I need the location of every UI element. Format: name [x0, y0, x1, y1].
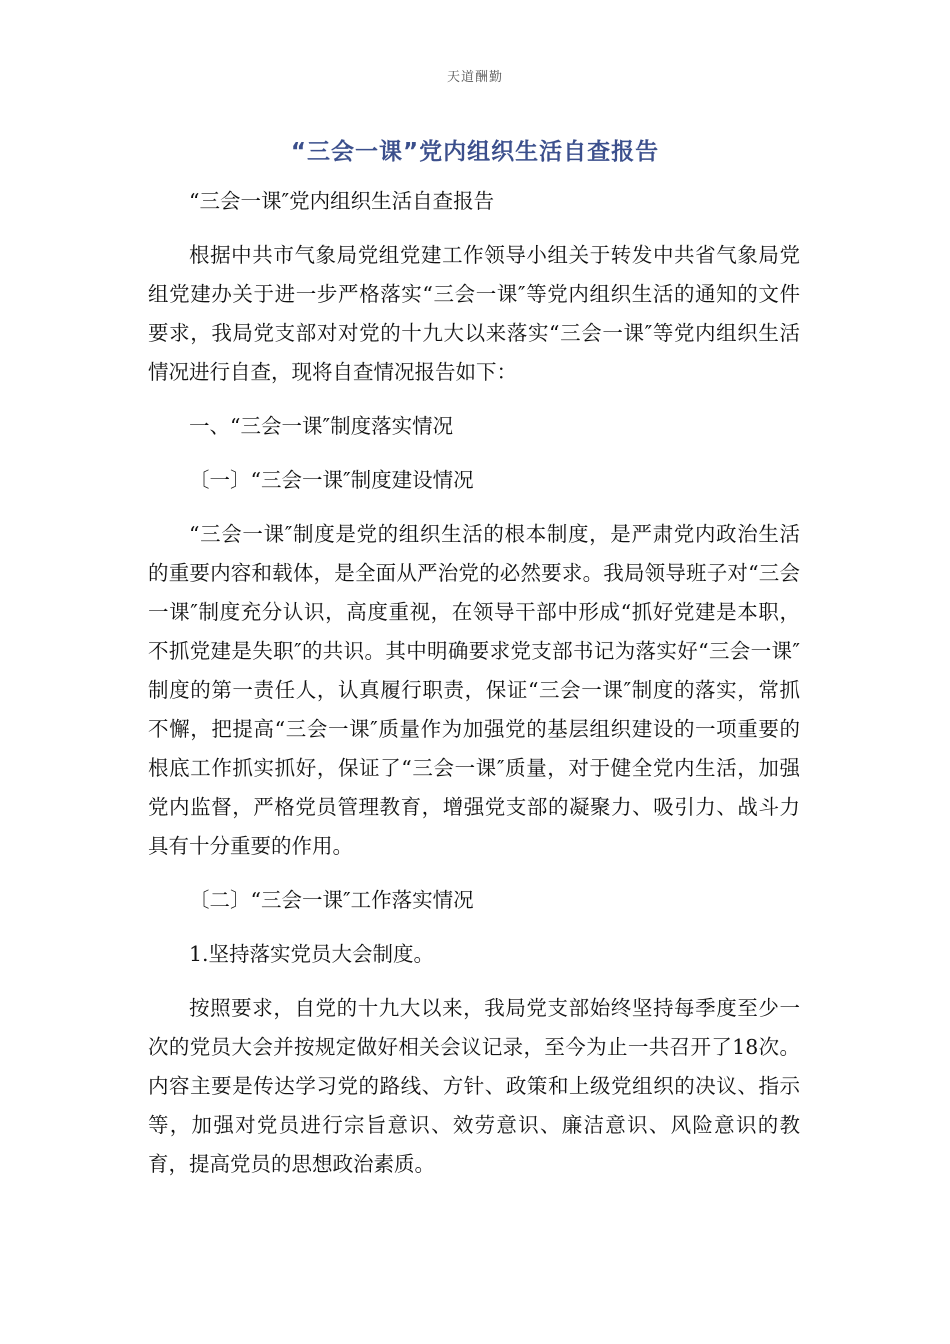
header-watermark-text: 天道酬勤 — [446, 70, 503, 85]
item-heading-1: 1.坚持落实党员大会制度。 — [189, 942, 435, 966]
paragraph-party-meetings: 按照要求，自党的十九大以来，我局党支部始终坚持每季度至少一次的党员大会并按规定做好相关会议记录，至今为止一共召开了18次。内容主要是传达学习党的路线、方针、政策和上级党组织的决议、指示等，加强对党员进行宗旨意识、效劳意识、廉洁意识、风险意识的教育，提高党员的思想政治素质。 — [148, 996, 800, 1176]
document-body — [148, 182, 800, 1184]
subsection-heading-1: 〔一〕“三会一课″制度建设情况 — [189, 468, 474, 492]
paragraph-intro: 根据中共市气象局党组党建工作领导小组关于转发中共省气象局党组党建办关于进一步严格落实“三会一课″等党内组织生活的通知的文件要求，我局党支部对对党的十九大以来落实“三会一课″等党内组织生活情况进行自查，现将自查情况报告如下： — [148, 243, 800, 384]
section-heading-1: 一、“三会一课″制度落实情况 — [189, 414, 454, 438]
subsection-heading-2: 〔二〕“三会一课″工作落实情况 — [189, 888, 474, 912]
document-title: “三会一课”党内组织生活自查报告 — [290, 139, 660, 165]
paragraph-system-building: “三会一课″制度是党的组织生活的根本制度，是严肃党内政治生活的重要内容和载体，是全面从严治党的必然要求。我局领导班子对“三会一课″制度充分认识，高度重视，在领导干部中形成“抓好党建是本职，不抓党建是失职″的共识。其中明确要求党支部书记为落实好“三会一课″制度的第一责任人，认真履行职责，保证“三会一课″制度的落实，常抓不懈，把提高“三会一课″质量作为加强党的基层组织建设的一项重要的根底工作抓实抓好，保证了“三会一课″质量，对于健全党内生活，加强党内监督，严格党员管理教育，增强党支部的凝聚力、吸引力、战斗力具有十分重要的作用。 — [148, 522, 800, 858]
paragraph-subtitle: “三会一课″党内组织生活自查报告 — [189, 189, 495, 213]
